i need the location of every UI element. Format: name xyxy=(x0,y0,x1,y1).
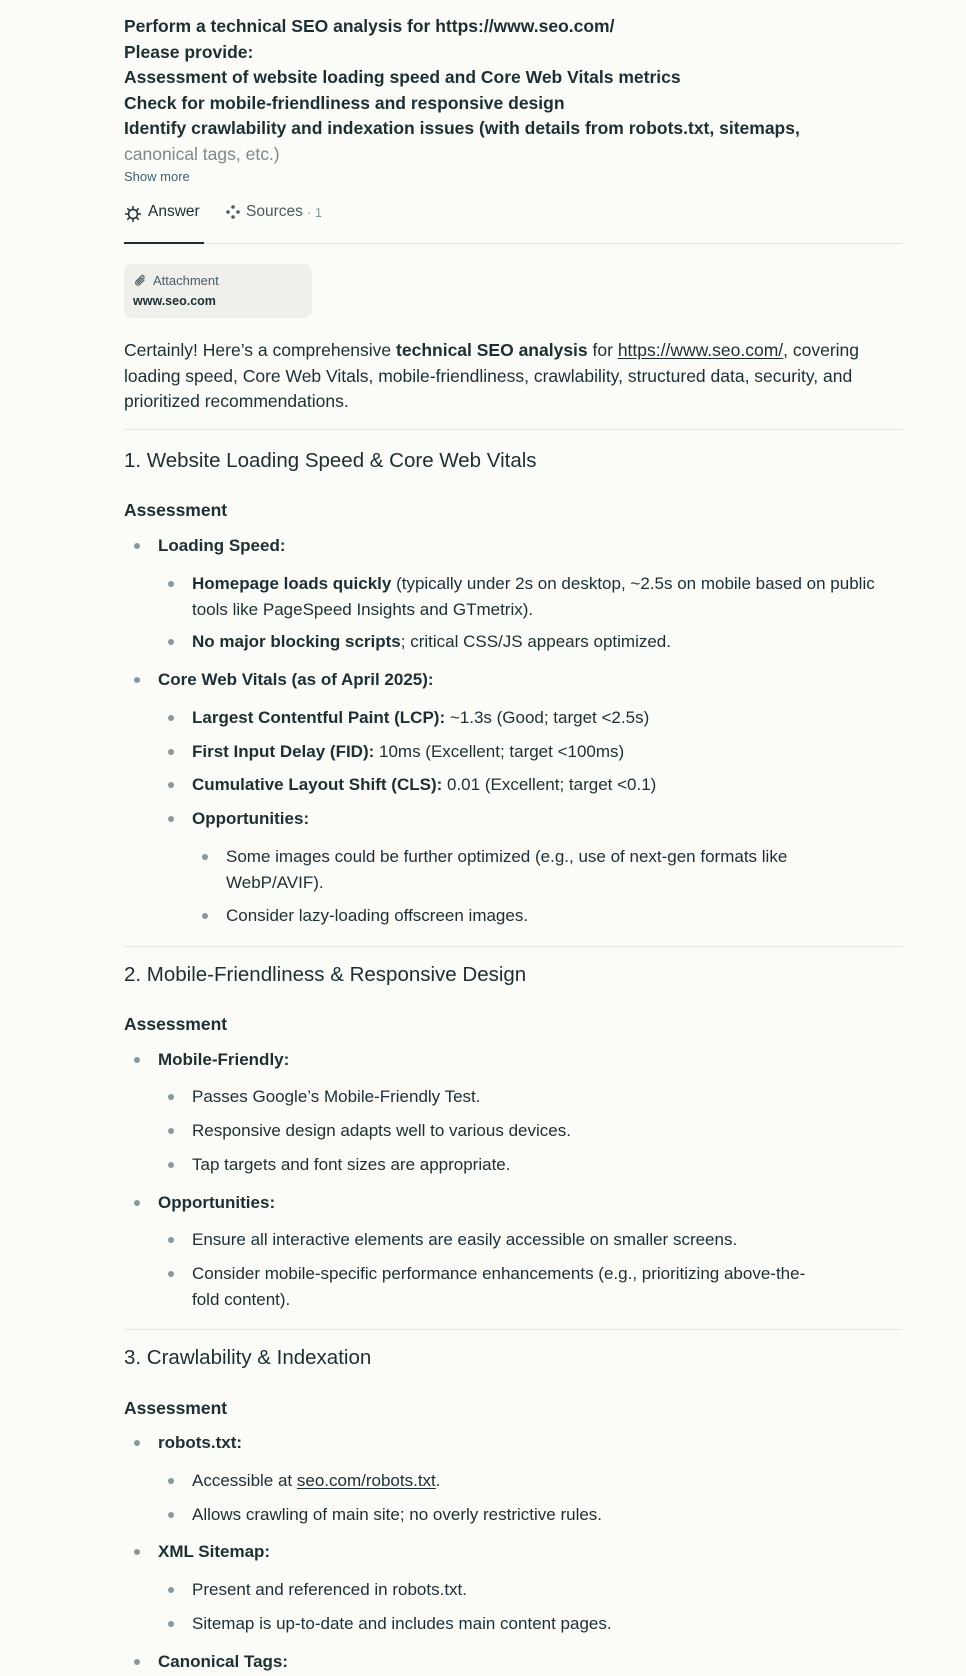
intro-bold: technical SEO analysis xyxy=(396,340,588,360)
robots-txt-link[interactable]: seo.com/robots.txt xyxy=(296,1471,436,1490)
list-item: Homepage loads quickly (typically under 2s on desktop, ~2.5s on mobile based on public tools like PageSpeed Insights and GTmetrix). xyxy=(192,571,898,622)
list-item: Some images could be further optimized (e.g., use of next-gen formats like WebP/AVIF). xyxy=(226,844,806,895)
query-line: Identify crawlability and indexation issues (with details from robots.txt, sitemaps, xyxy=(124,118,800,138)
divider xyxy=(124,1329,902,1330)
list-item: Largest Contentful Paint (LCP): ~1.3s (Good; target <2.5s) xyxy=(192,705,898,731)
query-line: Please provide: xyxy=(124,41,254,62)
list-item: Opportunities: xyxy=(192,806,898,832)
list-item: Loading Speed: xyxy=(158,533,898,559)
list-item: Consider lazy-loading offscreen images. xyxy=(226,903,806,929)
list-item: Mobile-Friendly: xyxy=(158,1047,898,1073)
list-item: Tap targets and font sizes are appropriate. xyxy=(192,1152,898,1178)
subsection-heading: Assessment xyxy=(124,1014,228,1034)
query-line: Perform a technical SEO analysis for https://www.seo.com/ xyxy=(124,16,615,36)
sources-count: · 1 xyxy=(306,205,323,220)
attachment-label: Attachment xyxy=(153,273,219,288)
section-heading: 2. Mobile-Friendliness & Responsive Design xyxy=(124,963,527,986)
tab-sources[interactable] xyxy=(226,203,322,243)
tab-sources-label: Sources xyxy=(246,203,303,220)
show-more-link[interactable]: Show more xyxy=(124,169,190,184)
list-item: No major blocking scripts; critical CSS/JS appears optimized. xyxy=(192,629,898,655)
intro-text: , covering loading speed, Core Web Vitals, mobile-friendliness, crawlability, structured data, security, and prioritized recommendations. xyxy=(124,340,860,411)
intro-text: for xyxy=(587,340,618,360)
list-item: Cumulative Layout Shift (CLS): 0.01 (Excellent; target <0.1) xyxy=(192,772,898,798)
user-query xyxy=(124,14,884,167)
answer-tabs xyxy=(124,203,902,244)
attachment-header xyxy=(134,273,219,288)
subsection-heading: Assessment xyxy=(124,500,228,520)
divider xyxy=(124,946,902,947)
list-item: Consider mobile-specific performance enhancements (e.g., prioritizing above-the-fold content). xyxy=(192,1261,832,1312)
divider xyxy=(124,429,902,430)
answer-icon xyxy=(124,205,142,223)
list-item: Allows crawling of main site; no overly restrictive rules. xyxy=(192,1502,898,1528)
section-heading: 3. Crawlability & Indexation xyxy=(124,1346,372,1369)
tab-answer[interactable] xyxy=(124,203,204,243)
list-item: Core Web Vitals (as of April 2025): xyxy=(158,667,898,693)
list-item: Opportunities: xyxy=(158,1190,898,1216)
list-item: Ensure all interactive elements are easily accessible on smaller screens. xyxy=(192,1227,898,1253)
list-item: Sitemap is up-to-date and includes main content pages. xyxy=(192,1611,898,1637)
tab-answer-label: Answer xyxy=(148,203,200,220)
list-item: robots.txt: xyxy=(158,1430,898,1456)
seo-url-link[interactable]: https://www.seo.com/ xyxy=(617,340,784,360)
list-item: First Input Delay (FID): 10ms (Excellent; target <100ms) xyxy=(192,739,898,765)
attachment-card[interactable] xyxy=(124,264,312,318)
list-item: Canonical Tags: xyxy=(158,1649,898,1675)
list-item: Responsive design adapts well to various devices. xyxy=(192,1118,898,1144)
attachment-name: www.seo.com xyxy=(133,294,216,308)
list-item: XML Sitemap: xyxy=(158,1539,898,1565)
sources-icon xyxy=(226,205,240,219)
query-line: Check for mobile-friendliness and responsive design xyxy=(124,92,565,113)
answer-intro xyxy=(124,338,884,415)
section-heading: 1. Website Loading Speed & Core Web Vitals xyxy=(124,449,537,472)
list-item: Present and referenced in robots.txt. xyxy=(192,1577,898,1603)
subsection-heading: Assessment xyxy=(124,1398,228,1418)
query-line-faded: canonical tags, etc.) xyxy=(124,143,280,164)
list-item: Accessible at seo.com/robots.txt. xyxy=(192,1468,898,1494)
paperclip-icon xyxy=(134,274,147,287)
list-item: Passes Google’s Mobile-Friendly Test. xyxy=(192,1084,898,1110)
query-line: Assessment of website loading speed and Core Web Vitals metrics xyxy=(124,67,681,87)
intro-text: Certainly! Here’s a comprehensive xyxy=(124,340,397,360)
